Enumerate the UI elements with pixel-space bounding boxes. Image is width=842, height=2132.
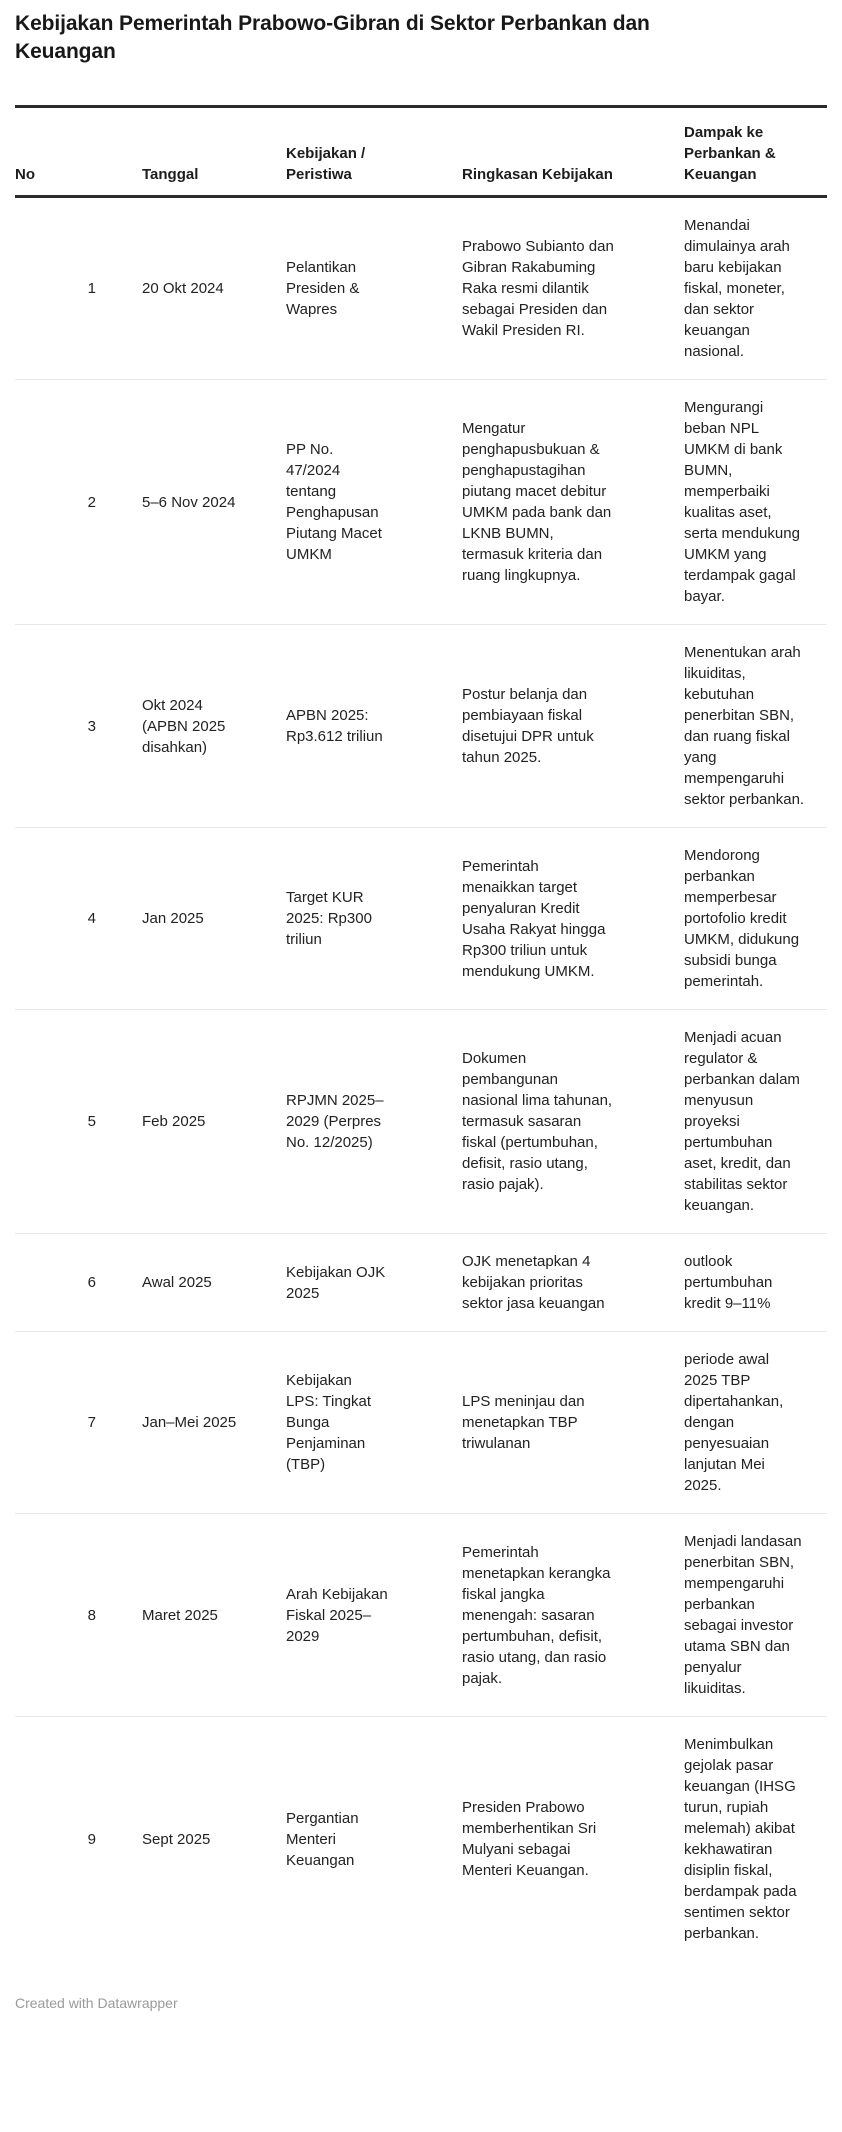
cell-no: 1 [87, 280, 96, 298]
cell-kebijakan: Kebijakan LPS: Tingkat Bunga Penjaminan (TBP) [286, 1332, 462, 1514]
cell-ringkasan: Pemerintah menaikkan target penyaluran Kredit Usaha Rakyat hingga Rp300 triliun untuk mendukung UMKM. [462, 828, 684, 1010]
cell-tanggal: Jan 2025 [142, 828, 286, 1010]
cell-tanggal: Okt 2024 (APBN 2025 disahkan) [142, 625, 286, 828]
cell-no: 8 [15, 1514, 142, 1717]
cell-no: 6 [15, 1234, 142, 1332]
cell-ringkasan: Mengatur penghapusbukuan & penghapustagihan piutang macet debitur UMKM pada bank dan LKNB BUMN, termasuk kriteria dan ruang lingkupnya. [462, 380, 684, 625]
cell-tanggal: Sept 2025 [142, 1717, 286, 1962]
table-row [15, 197, 827, 380]
column-header-dampak: Dampak ke Perbankan & Keuangan [684, 107, 827, 197]
datawrapper-attribution-link[interactable]: Created with Datawrapper [15, 1995, 178, 2012]
cell-ringkasan: Postur belanja dan pembiayaan fiskal disetujui DPR untuk tahun 2025. [462, 625, 684, 828]
cell-no: 9 [15, 1717, 142, 1962]
cell-tanggal: 20 Okt 2024 [142, 280, 224, 298]
table-row [15, 1010, 827, 1234]
cell-no: 3 [15, 625, 142, 828]
cell-no: 7 [15, 1332, 142, 1514]
table-row [15, 1514, 827, 1717]
cell-dampak: Menjadi landasan penerbitan SBN, mempengaruhi perbankan sebagai investor utama SBN dan penyalur likuiditas. [684, 1514, 827, 1717]
cell-tanggal: Maret 2025 [142, 1514, 286, 1717]
cell-dampak: periode awal 2025 TBP dipertahankan, dengan penyesuaian lanjutan Mei 2025. [684, 1332, 827, 1514]
cell-kebijakan: Arah Kebijakan Fiskal 2025–2029 [286, 1514, 462, 1717]
table-row [15, 828, 827, 1010]
column-header-tanggal: Tanggal [142, 107, 286, 197]
table-header-row [15, 107, 827, 197]
column-header-kebijakan: Kebijakan / Peristiwa [286, 107, 462, 197]
cell-tanggal: Jan–Mei 2025 [142, 1332, 286, 1514]
cell-kebijakan: Kebijakan OJK 2025 [286, 1234, 462, 1332]
page-title: Kebijakan Pemerintah Prabowo-Gibran di Sektor Perbankan dan Keuangan [15, 12, 650, 63]
cell-ringkasan: Dokumen pembangunan nasional lima tahunan, termasuk sasaran fiskal (pertumbuhan, defisit, rasio utang, rasio pajak). [462, 1010, 684, 1234]
table-row [15, 625, 827, 828]
cell-dampak: Menimbulkan gejolak pasar keuangan (IHSG turun, rupiah melemah) akibat kekhawatiran disiplin fiskal, berdampak pada sentimen sektor perbankan. [684, 1717, 827, 1962]
table-row [15, 1332, 827, 1514]
cell-dampak: Mengurangi beban NPL UMKM di bank BUMN, memperbaiki kualitas aset, serta mendukung UMKM yang terdampak gagal bayar. [684, 380, 827, 625]
cell-tanggal: 5–6 Nov 2024 [142, 380, 286, 625]
cell-dampak: Mendorong perbankan memperbesar portofolio kredit UMKM, didukung subsidi bunga pemerintah. [684, 828, 827, 1010]
cell-no: 2 [15, 380, 142, 625]
cell-ringkasan: Pemerintah menetapkan kerangka fiskal jangka menengah: sasaran pertumbuhan, defisit, rasio utang, dan rasio pajak. [462, 1514, 684, 1717]
table-body [15, 197, 827, 1962]
cell-no: 4 [15, 828, 142, 1010]
cell-ringkasan: Prabowo Subianto dan Gibran Rakabuming Raka resmi dilantik sebagai Presiden dan Wakil Presiden RI. [462, 238, 614, 340]
policy-table [15, 105, 827, 1961]
cell-no: 5 [15, 1010, 142, 1234]
cell-kebijakan: Pelantikan Presiden & Wapres [286, 259, 360, 319]
cell-kebijakan: RPJMN 2025–2029 (Perpres No. 12/2025) [286, 1010, 462, 1234]
column-header-no: No [15, 107, 142, 197]
table-row [15, 1717, 827, 1962]
cell-dampak: outlook pertumbuhan kredit 9–11% [684, 1234, 827, 1332]
cell-kebijakan: Target KUR 2025: Rp300 triliun [286, 828, 462, 1010]
cell-dampak: Menandai dimulainya arah baru kebijakan fiskal, moneter, dan sektor keuangan nasional. [684, 217, 790, 361]
cell-dampak: Menentukan arah likuiditas, kebutuhan penerbitan SBN, dan ruang fiskal yang mempengaruhi sektor perbankan. [684, 625, 827, 828]
cell-ringkasan: LPS meninjau dan menetapkan TBP triwulanan [462, 1332, 684, 1514]
table-row [15, 1234, 827, 1332]
table-row [15, 380, 827, 625]
cell-ringkasan: Presiden Prabowo memberhentikan Sri Mulyani sebagai Menteri Keuangan. [462, 1717, 684, 1962]
cell-ringkasan: OJK menetapkan 4 kebijakan prioritas sektor jasa keuangan [462, 1234, 684, 1332]
cell-kebijakan: APBN 2025: Rp3.612 triliun [286, 625, 462, 828]
table-header [15, 107, 827, 197]
cell-kebijakan: PP No. 47/2024 tentang Penghapusan Piutang Macet UMKM [286, 380, 462, 625]
cell-tanggal: Feb 2025 [142, 1010, 286, 1234]
cell-tanggal: Awal 2025 [142, 1234, 286, 1332]
cell-kebijakan: Pergantian Menteri Keuangan [286, 1717, 462, 1962]
cell-dampak: Menjadi acuan regulator & perbankan dalam menyusun proyeksi pertumbuhan aset, kredit, dan stabilitas sektor keuangan. [684, 1010, 827, 1234]
column-header-ringkasan: Ringkasan Kebijakan [462, 107, 684, 197]
